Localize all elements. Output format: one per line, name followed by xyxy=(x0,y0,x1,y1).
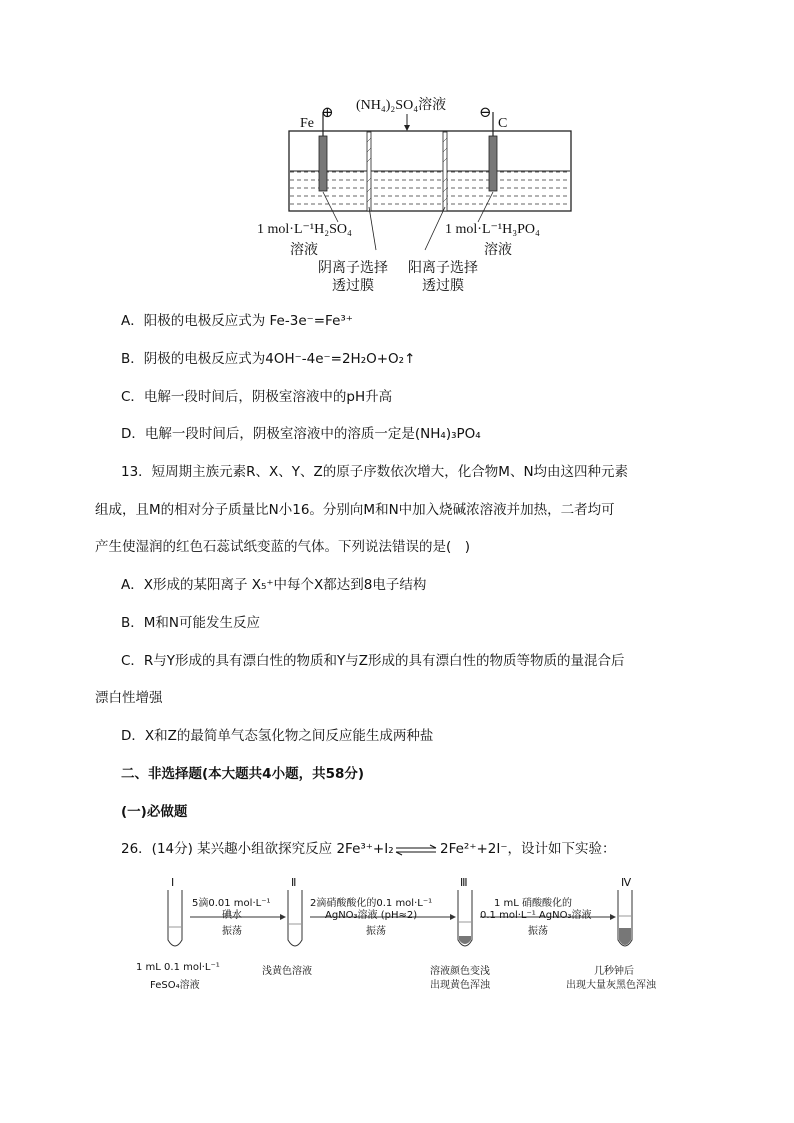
tube4-caption: 几秒钟后 xyxy=(594,966,634,977)
cation-membrane-label-2: 透过膜 xyxy=(422,279,464,294)
step2-action: 振荡 xyxy=(366,926,386,937)
step3-action: 振荡 xyxy=(528,926,548,937)
section-title: 二、非选择题(本大题共4小题，共58分) xyxy=(121,766,365,782)
q12-option-a: A．阳极的电极反应式为 Fe-3e⁻=Fe³⁺ xyxy=(121,313,353,329)
q13-option-d: D．X和Z的最简单气态氢化物之间反应能生成两种盐 xyxy=(121,728,434,744)
tube3-caption: 溶液颜色变浅 xyxy=(430,966,490,977)
tube-label-1: Ⅰ xyxy=(171,876,175,889)
q12-option-b: B．阴极的电极反应式为4OH⁻-4e⁻=2H₂O+O₂↑ xyxy=(121,351,416,367)
minus-icon: ⊖ xyxy=(479,105,492,121)
tube-label-3: Ⅲ xyxy=(460,876,468,889)
right-solution-label: 1 mol·L⁻¹H₃PO₄ xyxy=(445,222,540,237)
step1-reagent-2: 碘水 xyxy=(222,910,242,921)
equilibrium-arrow-icon xyxy=(394,844,438,856)
q13-option-c: C．R与Y形成的具有漂白性的物质和Y与Z形成的具有漂白性的物质等物质的量混合后 xyxy=(121,653,625,669)
step3-reagent: 1 mL 硝酸酸化的 xyxy=(494,898,573,909)
q13-stem-line3: 产生使湿润的红色石蕊试纸变蓝的气体。下列说法错误的是( ) xyxy=(95,539,471,555)
step3-reagent-2: 0.1 mol·L⁻¹ AgNO₃溶液 xyxy=(480,910,592,921)
step1-action: 振荡 xyxy=(222,926,242,937)
q26-trail: 2Fe²⁺+2I⁻，设计如下实验： xyxy=(440,841,616,857)
tube-label-2: Ⅱ xyxy=(291,876,297,889)
cation-membrane-label: 阳离子选择 xyxy=(408,261,478,276)
q26-lead: 26．(14分) 某兴趣小组欲探究反应 2Fe³⁺+I₂ xyxy=(121,841,394,857)
tube3-caption-2: 出现黄色浑浊 xyxy=(430,980,490,991)
left-solution-label: 1 mol·L⁻¹H₂SO₄ xyxy=(257,222,352,237)
tube4-caption-2: 出现大量灰黑色浑浊 xyxy=(566,980,656,991)
right-solution-label-2: 溶液 xyxy=(484,243,512,258)
tube2-caption: 浅黄色溶液 xyxy=(262,966,312,977)
left-solution-label-2: 溶液 xyxy=(290,243,318,258)
step1-reagent: 5滴0.01 mol·L⁻¹ xyxy=(192,898,271,909)
q12-option-c: C．电解一段时间后，阴极室溶液中的pH升高 xyxy=(121,389,393,405)
tube1-caption: 1 mL 0.1 mol·L⁻¹ xyxy=(136,962,220,973)
q13-stem-line2: 组成，且M的相对分子质量比N小16。分别向M和N中加入烧碱浓溶液并加热，二者均可 xyxy=(95,502,615,518)
anion-membrane-label-2: 透过膜 xyxy=(332,279,374,294)
plus-icon: ⊕ xyxy=(321,105,334,121)
q13-option-c-cont: 漂白性增强 xyxy=(95,690,163,706)
anion-membrane-label: 阴离子选择 xyxy=(318,261,388,276)
anode-label: Fe xyxy=(300,116,314,131)
q13-option-a: A．X形成的某阳离子 X₅⁺中每个X都达到8电子结构 xyxy=(121,577,427,593)
step2-reagent: 2滴硝酸酸化的0.1 mol·L⁻¹ xyxy=(310,898,433,909)
tube1-caption-2: FeSO₄溶液 xyxy=(150,980,200,991)
q13-option-b: B．M和N可能发生反应 xyxy=(121,615,261,631)
tube-label-4: Ⅳ xyxy=(621,876,632,889)
section-subtitle: (一)必做题 xyxy=(121,804,188,820)
q13-stem-line1: 13．短周期主族元素R、X、Y、Z的原子序数依次增大，化合物M、N均由这四种元素 xyxy=(121,464,629,480)
step2-reagent-2: AgNO₃溶液 (pH≈2) xyxy=(325,910,418,921)
q12-option-d: D．电解一段时间后，阴极室溶液中的溶质一定是(NH₄)₃PO₄ xyxy=(121,426,481,442)
electrolyte-label: (NH₄)₂SO₄溶液 xyxy=(356,98,447,113)
cathode-label: C xyxy=(498,116,508,131)
